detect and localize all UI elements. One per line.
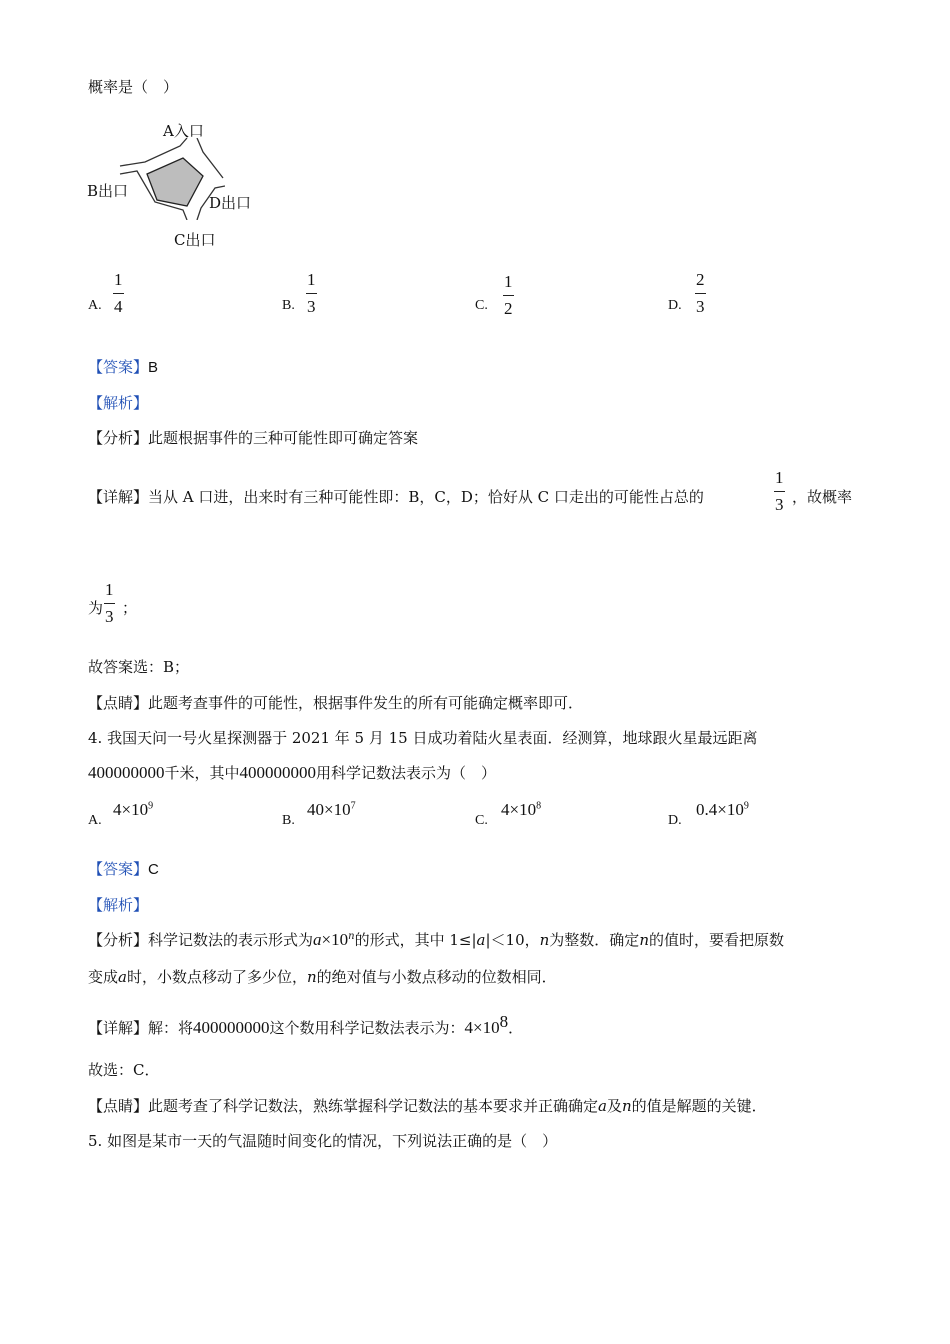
fraction: 1 3 [307,270,316,316]
q3-wei: 为 [88,599,104,617]
label-c-exit: C出口 [174,231,216,249]
fraction: 2 3 [696,270,705,316]
q5-stem: 5. 如图是某市一天的气温随时间变化的情况，下列说法正确的是（ ） [88,1132,558,1150]
q4-dianjing: 【点睛】此题考查了科学记数法，熟练掌握科学记数法的基本要求并正确确定a及n的值是解题的关键． [88,1097,767,1115]
q3-xiangjie: 【详解】当从 A 口进，出来时有三种可能性即：B，C，D；恰好从 C 口走出的可能性占总的 [88,488,704,506]
fraction: 1 2 [504,272,513,318]
label-d-exit: D出口 [209,194,252,212]
q4-answer: 【答案】C [88,860,159,878]
label-a-entrance: A入口 [163,122,204,140]
q3-fenxi: 【分析】此题根据事件的三种可能性即可确定答案 [88,429,419,447]
q4-stem-line1: 4. 我国天问一号火星探测器于 2021 年 5 月 15 日成功着陆火星表面．经测算，地球跟火星最远距离 [88,729,758,747]
q3-analysis-tag: 【解析】 [88,394,149,412]
label-b-exit: B出口 [87,182,129,200]
q3-dianjing: 【点睛】此题考查事件的可能性，根据事件发生的所有可能确定概率即可． [88,694,584,712]
q3-answer: 【答案】B [88,358,159,376]
fraction: 1 4 [114,270,123,316]
q3-xiangjie-post: ，故概率 [792,488,853,506]
q4-fenxi-line2: 变成a时，小数点移动了多少位，n的绝对值与小数点移动的位数相同． [88,968,557,986]
q4-conclusion: 故选：C． [88,1061,160,1079]
fraction: 1 3 [775,468,784,514]
q4-xiangjie: 【详解】解：将400000000这个数用科学记数法表示为：$4\times 10^8$． [88,1012,524,1037]
q3-conclusion: 故答案选：B； [88,658,190,676]
fraction: 1 3 [105,580,114,626]
q4-analysis-tag: 【解析】 [88,896,149,914]
q4-fenxi-line1: 【分析】科学记数法的表示形式为$a\times 10^n$的形式，其中 1≤|a|＜10，n为整数．确定n的值时，要看把原数 [88,930,784,949]
q3-stem-tail: 概率是（ ） [88,78,179,96]
q4-stem-line2: 400000000千米，其中400000000用科学记数法表示为（ ） [88,763,497,782]
q3-wei-post: ； [122,599,138,617]
